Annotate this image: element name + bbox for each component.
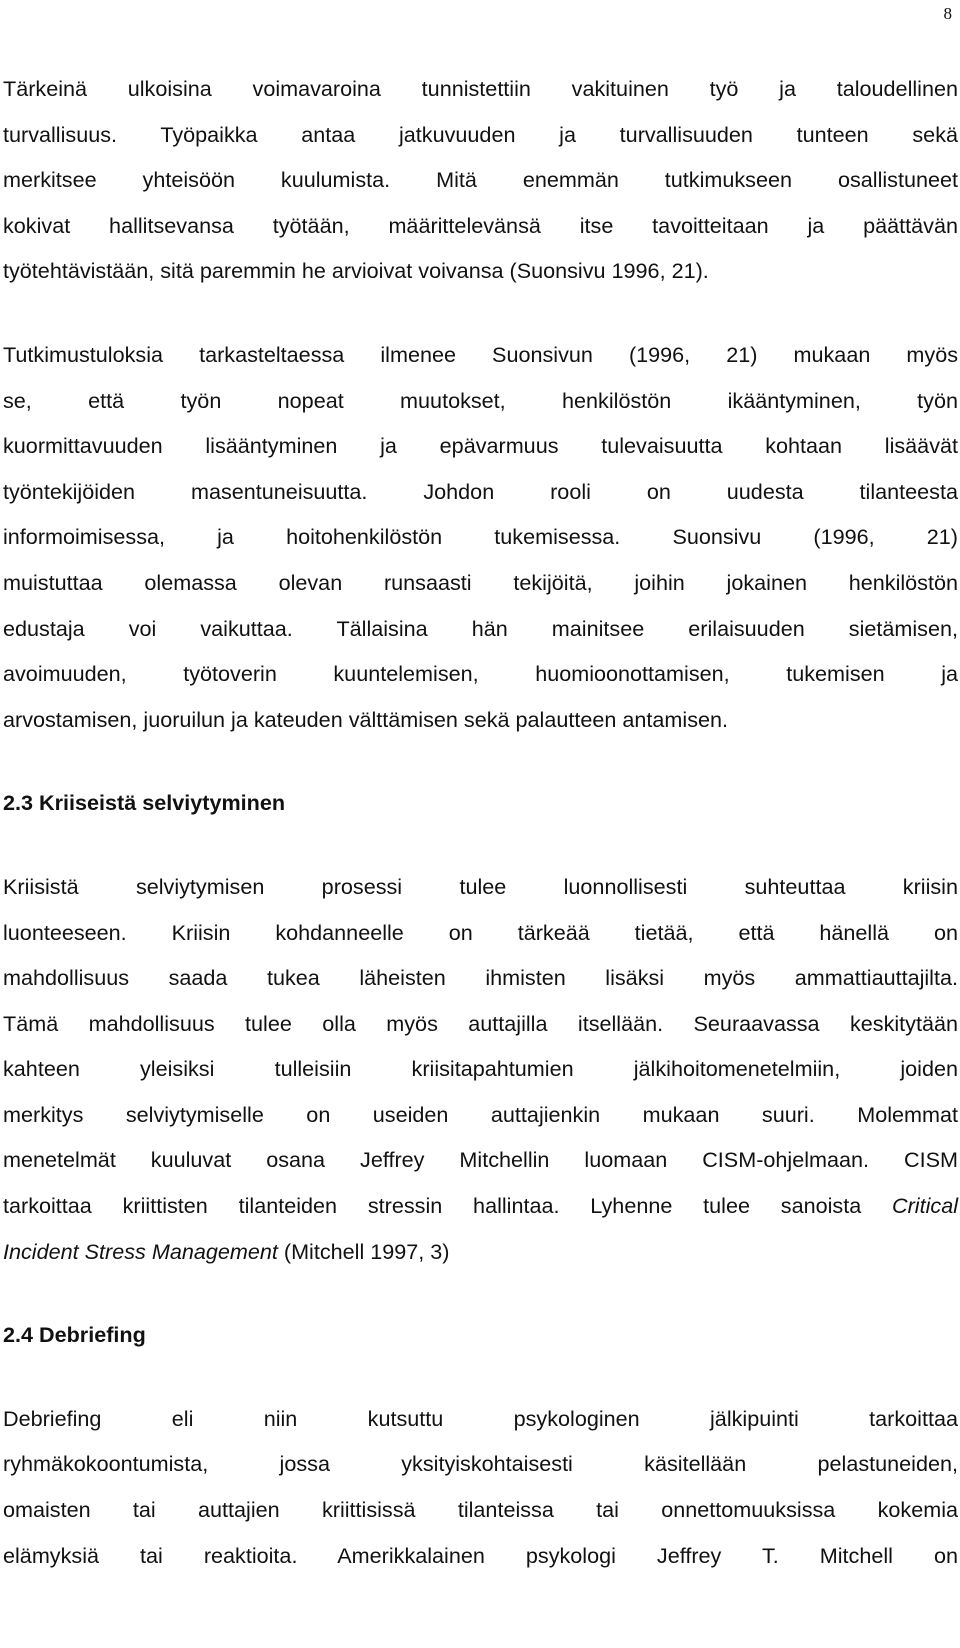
text-line: merkitsee yhteisöön kuulumista. Mitä enemmän tutkimukseen osallistuneet (3, 167, 958, 193)
paragraph-resources (3, 66, 958, 294)
section-heading-2-4: 2.4 Debriefing (3, 1322, 146, 1348)
text-line: edustaja voi vaikuttaa. Tällaisina hän mainitsee erilaisuuden sietämisen, (3, 615, 958, 641)
paragraph-results (3, 332, 958, 742)
text-line: omaisten tai auttajien kriittisissä tilanteissa tai onnettomuuksissa kokemia (3, 1497, 958, 1523)
text-line: informoimisessa, ja hoitohenkilöstön tukemisessa. Suonsivu (1996, 21) (3, 524, 958, 550)
text-line: Debriefing eli niin kutsuttu psykologinen jälkipuinti tarkoittaa (3, 1405, 958, 1431)
italic-term: Incident Stress Management (3, 1238, 278, 1264)
section-heading-2-3: 2.3 Kriiseistä selviytyminen (3, 790, 286, 816)
text-line: arvostamisen, juoruilun ja kateuden välttämisen sekä palautteen antamisen. (3, 706, 729, 732)
text-line: Kriisistä selviytymisen prosessi tulee luonnollisesti suhteuttaa kriisin (3, 873, 958, 899)
document-body (3, 66, 958, 1578)
text-line: Tärkeinä ulkoisina voimavaroina tunnistettiin vakituinen työ ja taloudellinen (3, 76, 958, 101)
text-line (3, 1229, 958, 1275)
text-line: muistuttaa olemassa olevan runsaasti tekijöitä, joihin jokainen henkilöstön (3, 569, 958, 595)
text-line: kuormittavuuden lisääntyminen ja epävarmuus tulevaisuutta kohtaan lisäävät (3, 433, 958, 459)
citation: (Mitchell 1997, 3) (277, 1238, 450, 1264)
page-number: 8 (943, 4, 952, 23)
text-line: ryhmäkokoontumista, jossa yksityiskohtaisesti käsitellään pelastuneiden, (3, 1451, 958, 1477)
italic-term: Critical (892, 1193, 958, 1219)
text-line: merkitys selviytymiselle on useiden auttajienkin mukaan suuri. Molemmat (3, 1101, 958, 1127)
text-line: luonteeseen. Kriisin kohdanneelle on tärkeää tietää, että hänellä on (3, 919, 958, 945)
text-line: avoimuuden, työtoverin kuuntelemisen, huomioonottamisen, tukemisen ja (3, 661, 958, 687)
text-line: työtehtävistään, sitä paremmin he arvioivat voivansa (Suonsivu 1996, 21). (3, 258, 709, 284)
text-line: menetelmät kuuluvat osana Jeffrey Mitchellin luomaan CISM-ohjelmaan. CISM (3, 1147, 958, 1173)
text-line: se, että työn nopeat muutokset, henkilöstön ikääntyminen, työn (3, 387, 958, 413)
text-line: kokivat hallitsevansa työtään, määrittelevänsä itse tavoitteitaan ja päättävän (3, 212, 958, 238)
text-line: turvallisuus. Työpaikka antaa jatkuvuuden ja turvallisuuden tunteen sekä (3, 121, 958, 147)
paragraph-crisis-survival (3, 864, 958, 1274)
paragraph-debriefing (3, 1396, 958, 1578)
text-line (3, 1183, 958, 1229)
text-segment: tarkoittaa kriittisten tilanteiden stressin hallintaa. Lyhenne tulee sanoista (3, 1193, 893, 1219)
text-line: työntekijöiden masentuneisuutta. Johdon rooli on uudesta tilanteesta (3, 478, 958, 504)
text-line: elämyksiä tai reaktioita. Amerikkalainen psykologi Jeffrey T. Mitchell on (3, 1542, 958, 1568)
text-line: kahteen yleisiksi tulleisiin kriisitapahtumien jälkihoitomenetelmiin, joiden (3, 1056, 958, 1082)
text-line: Tämä mahdollisuus tulee olla myös auttajilla itsellään. Seuraavassa keskitytään (3, 1010, 958, 1036)
text-line: mahdollisuus saada tukea läheisten ihmisten lisäksi myös ammattiauttajilta. (3, 965, 958, 991)
text-line: Tutkimustuloksia tarkasteltaessa ilmenee Suonsivun (1996, 21) mukaan myös (3, 341, 958, 367)
